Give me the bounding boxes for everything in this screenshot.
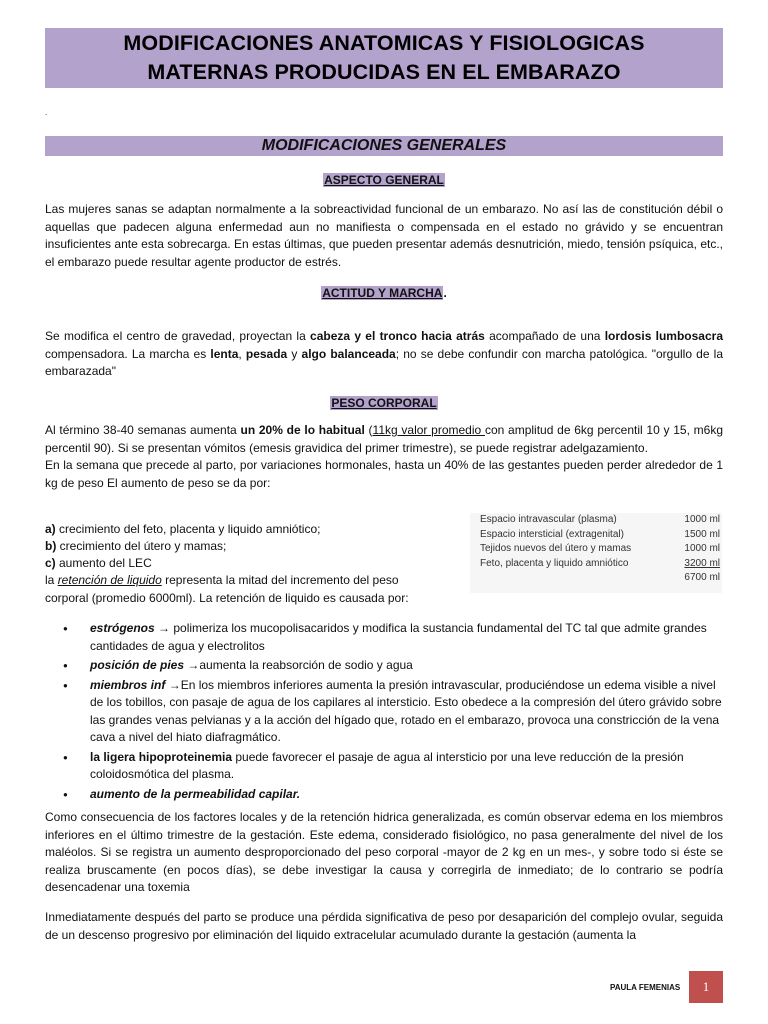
bold-run: pesada [245, 346, 288, 361]
table-cell-label: Espacio intersticial (extragenital) [480, 528, 624, 540]
footer-author: PAULA FEMENIAS [610, 983, 681, 992]
item-text: crecimiento del feto, placenta y liquido amniótico; [55, 522, 321, 536]
item-a [45, 521, 320, 539]
bullet-list [45, 620, 723, 805]
bullet-term: aumento de la permeabilidad capilar. [90, 786, 301, 801]
bullet-text: →aumenta la reabsorción de sodio y agua [184, 658, 413, 672]
paragraph-aspecto: Las mujeres sanas se adaptan normalmente a la sobreactividad funcional de un embarazo. No así las de constitución débil o aquellas que padecen alguna enfermedad aun no manifiesta o compensada en el estado no grávido y se encuentran insuficientes ante esta sobrecarga. En estas últimas, que pueden presentar además desnutrición, miedo, tensión psíquica, etc., el embarazo puede resultar agente productor de estrés. [45, 202, 723, 269]
table-cell-value: 1500 ml [684, 528, 720, 540]
table-row [470, 528, 722, 543]
paragraph-peso-1 [45, 422, 723, 457]
bullet-text: →En los miembros inferiores aumenta la presión intravascular, produciéndose un edema visible a nivel de los tobillos, con pasaje de agua de los capilares al intersticio. Esto obedece a la compresión del útero grávido sobre las grandes venas pelvianas y a la acción del hígado que, rotado en el embarazo, provoca una constricción de la vena cava a nivel del hiato diafragmático. [90, 677, 722, 744]
heading-actitud-suffix: . [443, 286, 447, 300]
table-cell-label: Feto, placenta y liquido amniótico [480, 557, 629, 569]
retencion-line-1 [45, 572, 399, 590]
bullet-term: la ligera hipoproteinemia [90, 749, 233, 764]
page-number: 1 [689, 971, 723, 1003]
table-row-total [470, 571, 722, 586]
table-cell-value: 3200 ml [684, 557, 720, 569]
bold-run: cabeza y el tronco hacia atrás [310, 329, 485, 343]
list-item [45, 786, 723, 804]
item-text: aumento del LEC [55, 556, 152, 570]
table-row [470, 513, 722, 528]
section-heading [45, 136, 723, 156]
heading-peso-corporal [0, 394, 768, 412]
text-run: , [238, 346, 246, 361]
heading-peso-text: PESO CORPORAL [331, 396, 437, 410]
section-heading-text: MODIFICACIONES GENERALES [261, 137, 507, 154]
table-row [470, 542, 722, 557]
text-run: Se modifica el centro de gravedad, proyectan la [45, 329, 311, 343]
title-line-2: MATERNAS PRODUCIDAS EN EL EMBARAZO [147, 60, 621, 84]
bullet-term: miembros inf [90, 677, 166, 692]
retencion-line-2: corporal (promedio 6000ml). La retención de liquido es causada por: [45, 591, 409, 605]
item-text: crecimiento del útero y mamas; [56, 539, 227, 553]
bold-run: lordosis lumbosacra [604, 329, 723, 343]
underline-italic-run: retención de liquido [57, 573, 162, 587]
underline-run: 11kg valor promedio [372, 423, 485, 437]
list-item [45, 620, 723, 655]
text-run: representa la mitad del incremento del peso [161, 573, 399, 587]
table-cell-label: Tejidos nuevos del útero y mamas [480, 543, 632, 554]
text-run: ( [364, 423, 373, 437]
table-cell-value: 6700 ml [684, 572, 720, 583]
list-item [45, 657, 723, 675]
bullet-term: posición de pies [90, 658, 185, 672]
item-label: a) [45, 522, 56, 536]
item-c [45, 555, 152, 573]
paragraph-actitud [45, 328, 723, 381]
text-run: y [287, 346, 302, 361]
bullet-text: puede favorecer el pasaje de agua al intersticio por una leve reducción de la presión coloidosmótica del plasma. [90, 749, 684, 781]
bold-run: lenta [210, 346, 239, 361]
volume-table [470, 513, 722, 593]
document-title [45, 28, 723, 88]
title-line-1: MODIFICACIONES ANATOMICAS Y FISIOLOGICAS [123, 31, 645, 55]
text-run: ; no se debe confundir con marcha patológica. "orgullo de la embarazada" [45, 346, 724, 378]
paragraph-inmediatamente: Inmediatamente después del parto se produce una pérdida significativa de peso por desaparición del complejo ovular, seguida de un descenso progresivo por eliminación del liquido extracelular acumulado durante la gestación (aumenta la [45, 910, 723, 942]
heading-aspecto-text: ASPECTO GENERAL [324, 173, 444, 187]
text-run: Al término 38-40 semanas aumenta [45, 423, 241, 437]
bold-run: algo balanceada [301, 346, 396, 361]
item-b [45, 538, 226, 556]
item-label: c) [45, 556, 56, 570]
stray-dot: . [45, 108, 48, 117]
text-run: compensadora. La marcha es [45, 346, 211, 361]
text-run: acompañado de una [484, 329, 605, 343]
bold-run: un 20% de lo habitual [240, 423, 365, 437]
table-cell-value: 1000 ml [684, 514, 720, 525]
list-item [45, 749, 723, 784]
table-row [470, 557, 722, 572]
text-run: con amplitud de 6kg percentil 10 y 15, m6kg percentil 90). Si se presentan vómitos (emesis gravidica del primer trimestre), se puede registrar adelgazamiento. [45, 423, 724, 455]
heading-actitud-marcha [0, 284, 768, 302]
text-run: la [45, 573, 58, 587]
paragraph-peso-2: En la semana que precede al parto, por variaciones hormonales, hasta un 40% de las gestantes pueden perder alrededor de 1 kg de peso El aumento de peso se da por: [45, 458, 723, 490]
paragraph-consecuencia: Como consecuencia de los factores locales y de la retención hidrica generalizada, es común observar edema en los miembros inferiores en el último trimestre de la gestación. Este edema, considerado fisiológico, no pasa generalmente del nivel de los maléolos. Si se registra un aumento desproporcionado del peso corporal -mayor de 2 kg en un mes-, y sobre todo si éste se realiza bruscamente (en pocos días), se debe investigar la causa y corregirla de inmediato; de lo contrario se podría desencadenar una toxemia [45, 810, 723, 894]
heading-aspecto-general [0, 171, 768, 189]
bullet-text: → polimeriza los mucopolisacaridos y modifica la sustancia fundamental del TC tal que admite grandes cantidades de agua y electrolitos [90, 621, 707, 653]
table-cell-label: Espacio intravascular (plasma) [480, 514, 617, 525]
list-item [45, 677, 723, 747]
item-label: b) [45, 539, 57, 553]
table-cell-value: 1000 ml [684, 543, 720, 554]
bullet-term: estrógenos [90, 621, 155, 635]
heading-actitud-text: ACTITUD Y MARCHA [322, 286, 443, 300]
